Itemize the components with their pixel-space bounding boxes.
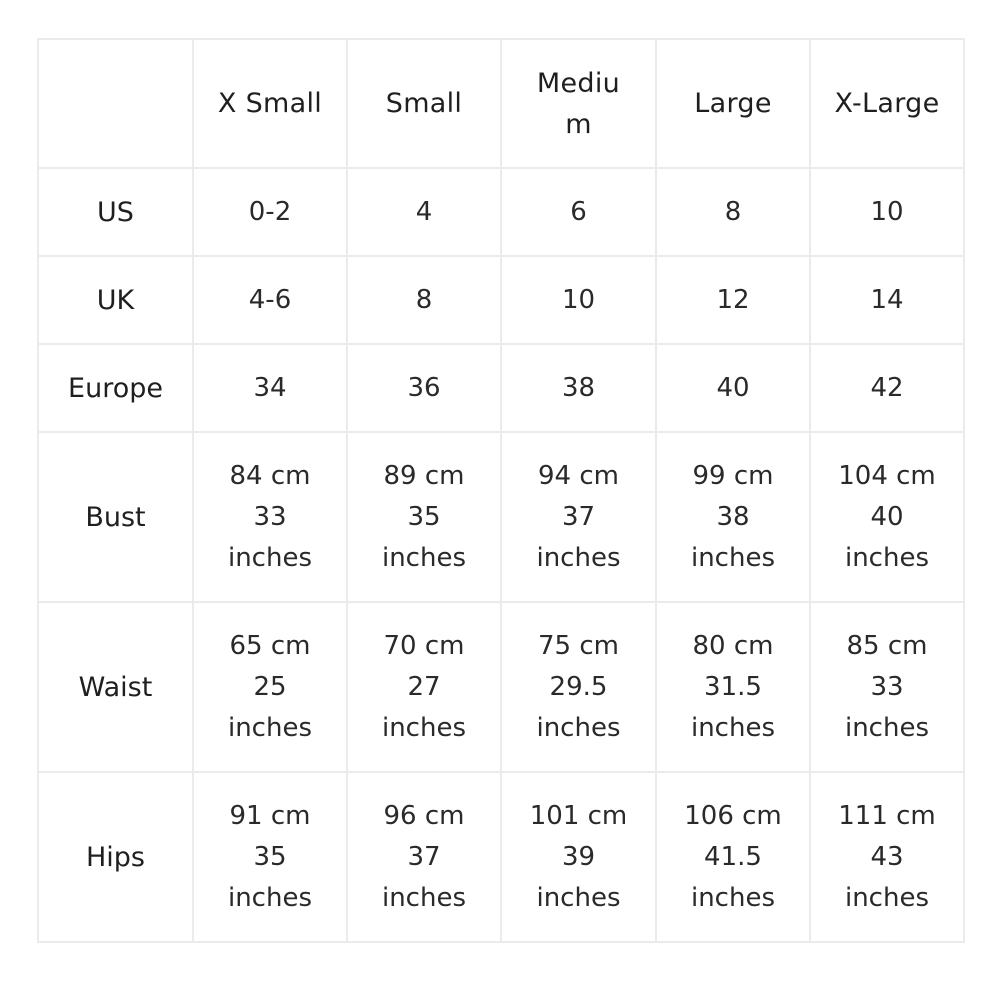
cell-line: inches [536,882,621,913]
cell-line: 38 [716,501,750,532]
cell-line: 40 [870,501,904,532]
cell-line: 65 cm [229,630,311,661]
cell-line: 106 cm [684,800,782,831]
table-row [38,772,964,942]
table-cell [193,772,347,942]
table-cell: 40 [656,344,810,432]
cell-line: 25 [253,671,287,702]
table-cell [501,772,656,942]
table-cell [810,432,964,602]
cell-line: 29.5 [549,671,608,702]
table-cell: 8 [656,168,810,256]
size-chart-table [37,38,965,943]
cell-line: 37 [407,841,441,872]
row-label: Europe [38,344,193,432]
table-cell [193,432,347,602]
cell-line: 91 cm [229,800,311,831]
table-row [38,256,964,344]
table-cell: 4-6 [193,256,347,344]
cell-line: 99 cm [692,460,774,491]
cell-line: 84 cm [229,460,311,491]
cell-line: inches [690,882,776,913]
table-cell [656,772,810,942]
table-cell: 36 [347,344,501,432]
column-header-label: Small [385,88,463,119]
table-cell: 8 [347,256,501,344]
table-cell [501,432,656,602]
cell-line: 41.5 [704,841,762,872]
column-header-label: X Small [217,88,323,119]
column-header-label: Large [694,88,772,119]
table-cell [193,602,347,772]
column-header-x-large [810,39,964,168]
row-label: US [38,168,193,256]
column-header-label: X-Large [834,88,940,119]
table-cell: 34 [193,344,347,432]
table-cell: 10 [810,168,964,256]
table-cell: 12 [656,256,810,344]
row-label: UK [38,256,193,344]
cell-line: 35 [253,841,287,872]
table-cell: 14 [810,256,964,344]
cell-line: 101 cm [529,800,628,831]
row-label: Hips [38,772,193,942]
cell-line: inches [844,712,930,743]
cell-line: 75 cm [538,630,619,661]
table-cell: 0-2 [193,168,347,256]
column-header-medium [501,39,656,168]
cell-line: 27 [407,671,441,702]
cell-line: inches [844,882,930,913]
table-row [38,602,964,772]
table-row [38,344,964,432]
cell-line: 111 cm [838,800,936,831]
cell-line: inches [844,542,930,573]
column-header-large [656,39,810,168]
table-row [38,168,964,256]
cell-line: 80 cm [692,630,774,661]
table-cell: 10 [501,256,656,344]
cell-line: inches [536,712,621,743]
cell-line: 94 cm [538,460,619,491]
table-cell [810,602,964,772]
table-cell [656,432,810,602]
table-cell [347,432,501,602]
table-cell [347,602,501,772]
cell-line: inches [381,542,467,573]
table-cell [501,602,656,772]
cell-line: 70 cm [383,630,465,661]
cell-line: 104 cm [838,460,936,491]
cell-line: 31.5 [704,671,762,702]
cell-line: 85 cm [846,630,928,661]
row-label: Waist [38,602,193,772]
column-header-label: Mediu m [536,67,621,140]
table-cell: 42 [810,344,964,432]
cell-line: inches [690,712,776,743]
row-label: Bust [38,432,193,602]
header-row [38,39,964,168]
cell-line: inches [536,542,621,573]
cell-line: 35 [407,501,441,532]
cell-line: 89 cm [383,460,465,491]
cell-line: 96 cm [383,800,465,831]
cell-line: inches [690,542,776,573]
corner-cell [38,39,193,168]
cell-line: 33 [870,671,904,702]
cell-line: 39 [561,841,596,872]
table-cell: 38 [501,344,656,432]
cell-line: 43 [870,841,904,872]
cell-line: inches [227,542,313,573]
table-cell: 6 [501,168,656,256]
size-chart-body [38,39,964,942]
cell-line: 37 [561,501,596,532]
table-cell [347,772,501,942]
cell-line: inches [381,882,467,913]
table-row [38,432,964,602]
column-header-small [347,39,501,168]
table-cell [656,602,810,772]
table-cell: 4 [347,168,501,256]
table-cell [810,772,964,942]
cell-line: inches [381,712,467,743]
column-header-x-small [193,39,347,168]
cell-line: inches [227,712,313,743]
cell-line: 33 [253,501,287,532]
cell-line: inches [227,882,313,913]
